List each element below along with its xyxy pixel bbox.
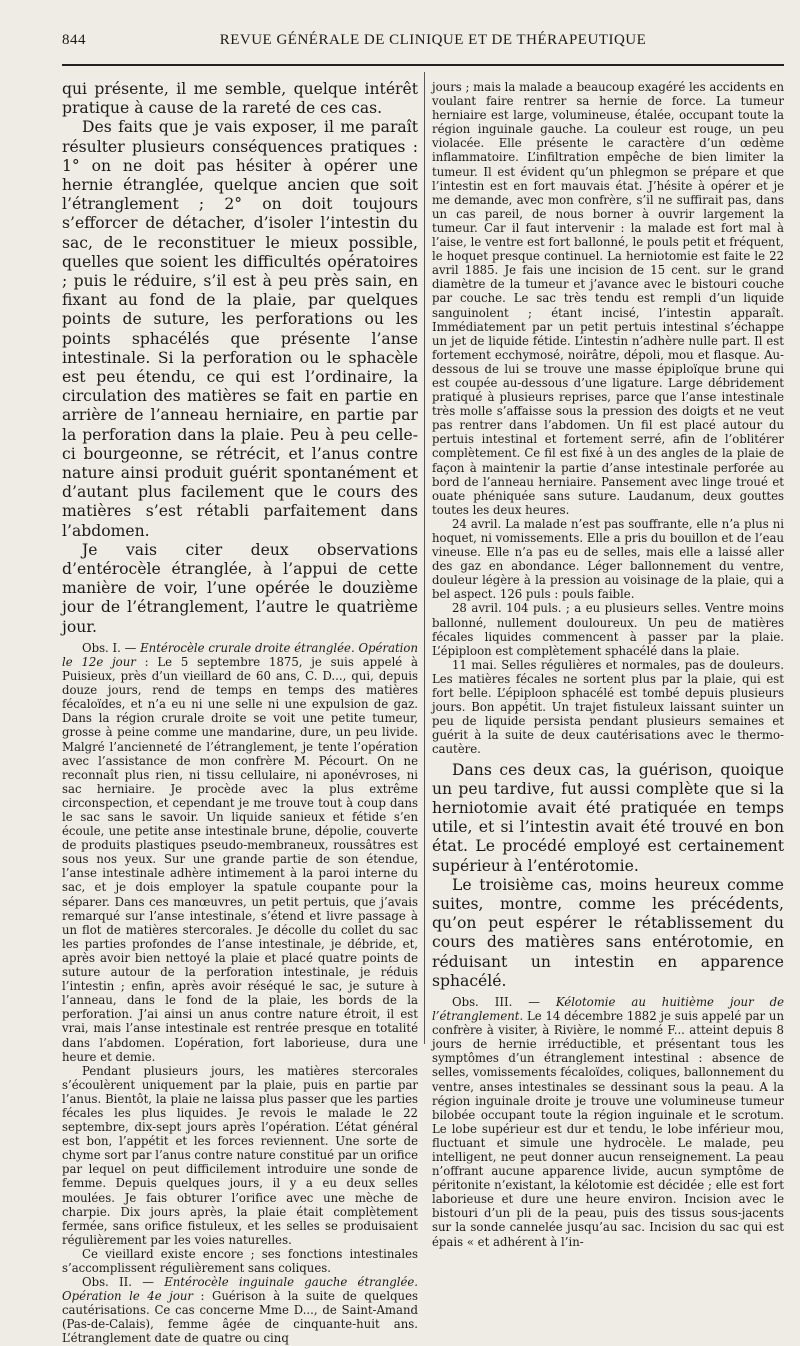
running-title: REVUE GÉNÉRALE DE CLINIQUE ET DE THÉRAPEUTIQUE xyxy=(219,32,647,48)
paragraph-obs2-continued: jours ; mais la malade a beaucoup exagéré les accidents en voulant faire rentrer sa hernie de force. La tumeur herniaire est large, volumineuse, étalée, occupant toute la région inguinale gauche. La couleur est rouge, un peu violacée. Elle présente le caractère d’un œdème inflammatoire. L’infiltration empêche de bien limiter la tumeur. Il est évident qu’un phlegmon se prépare et que l’intestin est en fort mauvais état. J’hésite à opérer et je me demande, avec mon confrère, s’il ne suffirait pas, dans un cas pareil, de nous borner à ouvrir largement la tumeur. Car il faut intervenir : la malade est fort mal à l’aise, le ventre est fort ballonné, le pouls petit et fréquent, le hoquet presque continuel. La herniotomie est faite le 22 avril 1885. Je fais une incision de 15 cent. sur le grand diamètre de la tumeur et j’avance avec le bistouri couche par couche. Le sac très tendu est rempli d’un liquide sanguinolent ; étant incisé, l’intestin apparaît. Immédiatement par un petit pertuis intestinal s’échappe un jet de liquide fétide. L’intestin n’adhère nulle part. Il est fortement ecchymosé, noirâtre, dépoli, mou et flasque. Au-dessous de lui se trouve une masse épiploïque brune qui est coupée au-dessous d’une ligature. Large débridement pratiqué à plusieurs reprises, parce que l’anse intestinale très molle s’affaisse sous la pression des doigts et ne veut pas rentrer dans l’abdomen. Un fil est placé autour du pertuis intestinal et fortement serré, afin de l’oblitérer complètement. Ce fil est fixé à un des angles de la plaie de façon à maintenir la partie d’anse intestinale perforée au bord de l’anneau herniaire. Pansement avec linge troué et ouate phéniquée sans suture. Laudanum, deux gouttes toutes les deux heures. xyxy=(432,80,784,517)
observation-3 xyxy=(432,995,784,1249)
obs2-title: Entérocèle inguinale gauche étranglée. Opération le 4e jour xyxy=(62,1275,418,1304)
paragraph-obs1-outcome: Ce vieillard existe encore ; ses fonctions intestinales s’accomplissent régulièrement sans coliques. xyxy=(62,1246,418,1276)
obs1-title: Entérocèle crurale droite étranglée. Opération le 12e jour xyxy=(62,640,418,669)
header-rule xyxy=(62,64,784,66)
paragraph-conclusion: Dans ces deux cas, la guérison, quoique un peu tardive, fut aussi complète que si la herniotomie avait été pratiquée en temps utile, et si l’intestin avait été trouvé en bon état. Le procédé employé est certainement supérieur à l’entérotomie. xyxy=(432,760,784,875)
observation-1 xyxy=(62,641,418,1064)
page-header xyxy=(62,32,784,52)
obs3-title: Kélotomie au huitième jour de l’étranglement. xyxy=(432,994,785,1024)
paragraph-11-mai: 11 mai. Selles régulières et normales, pas de douleurs. Les matières fécales ne sortent plus par la plaie, qui est fort belle. L’épiploon sphacélé est tombé depuis plusieurs jours. Bon appétit. Un trajet fistuleux laissant suinter un peu de liquide persista pendant plusieurs semaines et guérit à la suite de deux cautérisations avec le thermo-cautère. xyxy=(432,657,784,757)
obs2-lead: Obs. II. — xyxy=(82,1275,165,1290)
right-column xyxy=(432,80,785,1249)
paragraph-consequences: Des faits que je vais exposer, il me paraît résulter plusieurs conséquences pratiques : 1° on ne doit pas hésiter à opérer une hernie étranglée, quelque ancien que soit l’étranglement ; 2° on doit toujours s’efforcer de détacher, d’isoler l’intestin du sac, de le reconstituer le mieux possible, quelles que soient les difficultés opératoires ; puis le réduire, s’il est à peu près sain, en fixant au fond de la plaie, par quelques points de suture, les perforations ou les points sphacélés que présente l’anse intestinale. Si la perforation ou le sphacèle est peu étendu, ce qui est l’ordinaire, la circulation des matières se fait en partie en arrière de l’anneau herniaire, en partie par la perforation dans la plaie. Peu à peu celle-ci bourgeonne, se rétrécit, et l’anus contre nature ainsi produit guérit spontanément et d’autant plus facilement que le cours des matières s’est rétabli parfaitement dans l’abdomen. xyxy=(62,118,418,540)
observation-2 xyxy=(62,1275,418,1345)
paragraph-observations-intro: Je vais citer deux observations d’entérocèle étranglée, à l’appui de cette manière de voir, l’une opérée le douzième jour de l’étranglement, l’autre le quatrième jour. xyxy=(62,540,418,636)
paragraph-obs1-followup: Pendant plusieurs jours, les matières stercorales s’écoulèrent uniquement par la plaie, puis en partie par l’anus. Bientôt, la plaie ne laissa plus passer que les parties fécales les plus liquides. Je revois le malade le 22 septembre, dix-sept jours après l’opération. L’état général est bon, l’appétit et les forces reviennent. Une sorte de chyme sort par l’anus contre nature constitué par un orifice par lequel on peut difficilement introduire une sonde de femme. Depuis quelques jours, il y a eu deux selles moulées. Je fais obturer l’orifice avec une mèche de charpie. Dix jours après, la plaie était complètement fermée, sans orifice fistuleux, et les selles se produisaient régulièrement par les voies naturelles. xyxy=(62,1063,418,1247)
paragraph-28-avril: 28 avril. 104 puls. ; a eu plusieurs selles. Ventre moins ballonné, nullement douloureux. Un peu de matières fécales liquides commencent à passer par la plaie. L’épiploon est complètement sphacélé dans la plaie. xyxy=(432,601,784,658)
paragraph-24-avril: 24 avril. La malade n’est pas souffrante, elle n’a plus ni hoquet, ni vomissements. Elle a pris du bouillon et de l’eau vineuse. Elle n’a pas eu de selles, mais elle a laissé aller des gaz en abondance. Léger ballonnement du ventre, douleur légère à la pression au voisinage de la plaie, qui a bel aspect. 126 puls : pouls faible. xyxy=(432,516,784,602)
page-number: 844 xyxy=(62,32,86,48)
column-divider xyxy=(424,72,425,1044)
obs3-text: Le 14 décembre 1882 je suis appelé par un confrère à visiter, à Rivière, le nommé F... atteint depuis 8 jours de hernie irréductible, et présentant tous les symptômes d’un étranglement intestinal : absence de selles, vomissements fécaloïdes, coliques, ballonnement du ventre, anses intestinales se dessinant sous la peau. A la région inguinale droite je trouve une volumineuse tumeur bilobée occupant toute la région inguinale et le scrotum. Le lobe supérieur est dur et tendu, le lobe inférieur mou, fluctuant et simule une hydrocèle. Le malade, peu intelligent, ne peut donner aucun renseignement. La peau n’offrant aucune apparence livide, aucun symptôme de péritonite n’existant, la kélotomie est décidée ; elle est fort laborieuse et dure une heure environ. Incision avec le bistouri d’un pli de la peau, puis des tissus sous-jacents sur la sonde cannelée jusqu’au sac. Incision du sac qui est épais « et adhérent à l’in- xyxy=(432,1009,784,1249)
left-column xyxy=(62,80,418,1346)
obs3-lead: Obs. III. — xyxy=(452,994,556,1009)
obs1-lead: Obs. I. — xyxy=(82,640,141,655)
paragraph-third-case: Le troisième cas, moins heureux comme suites, montre, comme les précédents, qu’on peut espérer le rétablissement du cours des matières sans entérotomie, en réduisant un intestin en apparence sphacélé. xyxy=(432,875,784,990)
obs1-text: : Le 5 septembre 1875, je suis appelé à Puisieux, près d’un vieillard de 60 ans, C. D..., qui, depuis douze jours, rend de temps en temps des matières fécaloïdes, et n’a eu ni une selle ni une expulsion de gaz. Dans la région crurale droite se voit une petite tumeur, grosse à peine comme une mandarine, dure, un peu livide. Malgré l’ancienneté de l’étranglement, je tente l’opération avec l’assistance de mon confrère M. Pécourt. On ne reconnaît plus rien, ni tissu cellulaire, ni aponévroses, ni sac herniaire. Je procède avec la plus extrême circonspection, et cependant je me trouve tout à coup dans le sac sans le savoir. Un liquide sanieux et fétide s’en écoule, une petite anse intestinale brune, dépolie, couverte de produits plastiques pseudo-membraneux, roussâtres est sous nos yeux. Sur une grande partie de son étendue, l’anse intestinale adhère intimement à la paroi interne du sac, et je dois employer la spatule coupante pour la séparer. Dans ces manœuvres, un petit pertuis, que j’avais remarqué sur l’anse intestinale, s’étend et livre passage à un flot de matières stercorales. Je décolle du collet du sac les parties profondes de l’anse intestinale, je débride, et, après avoir bien nettoyé la plaie et placé quatre points de suture autour de la perforation intestinale, je réduis l’intestin ; enfin, après avoir réséqué le sac, je suture à l’anneau, dans le fond de la plaie, les bords de la perforation. J’ai ainsi un anus contre nature étroit, il est vrai, mais l’anse intestinale est rentrée presque en totalité dans l’abdomen. L’opération, fort laborieuse, dura une heure et demie. xyxy=(62,654,418,1064)
obs2-text: : Guérison à la suite de quelques cautérisations. Ce cas concerne Mme D..., de Saint-Amand (Pas-de-Calais), femme âgée de cinquante-huit ans. L’étranglement date de quatre ou cinq xyxy=(62,1289,418,1346)
paragraph-intro-end: qui présente, il me semble, quelque intérêt pratique à cause de la rareté de ces cas. xyxy=(62,80,418,118)
